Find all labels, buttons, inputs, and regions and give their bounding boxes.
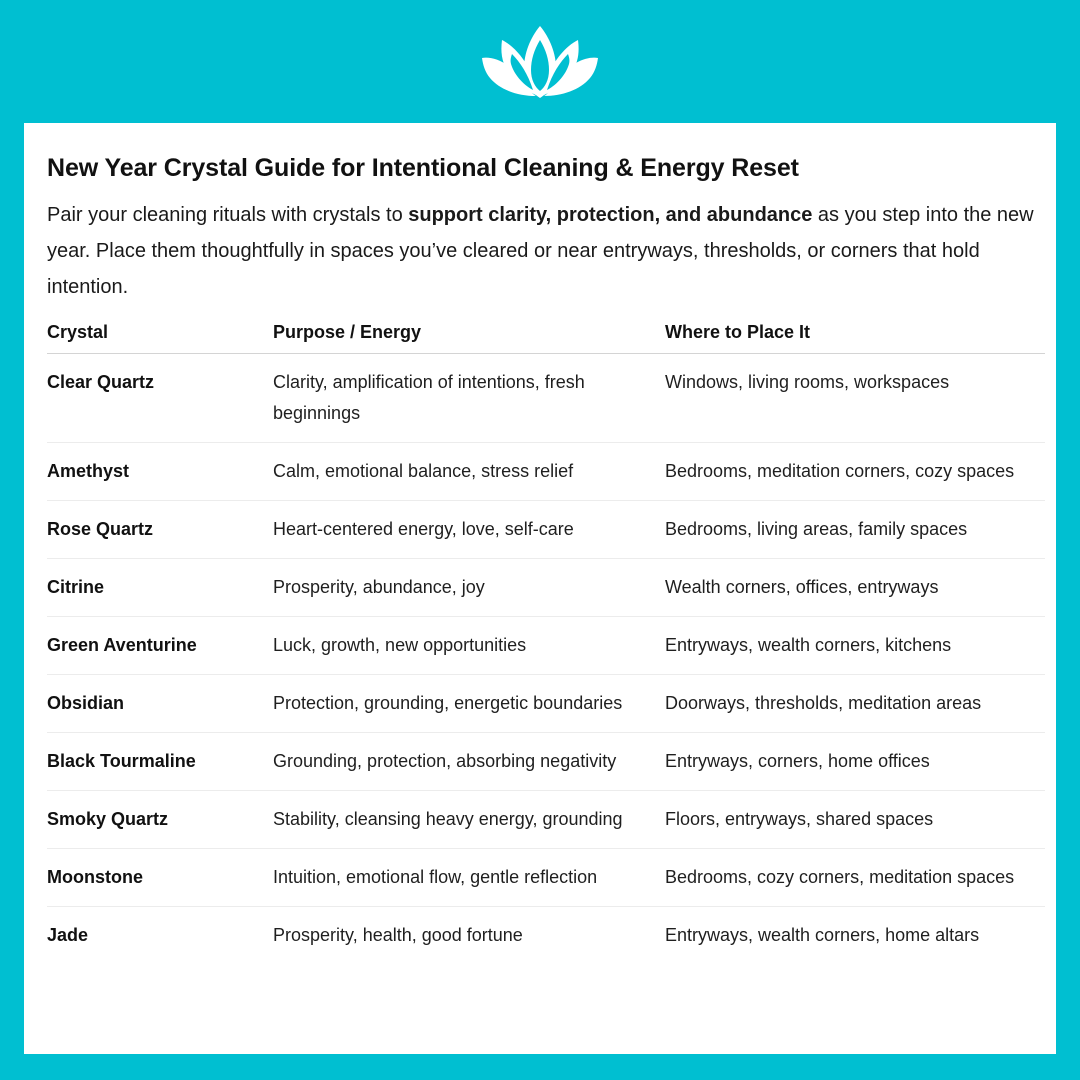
- crystal-name: Green Aventurine: [47, 617, 273, 675]
- header-placement: Where to Place It: [665, 320, 1045, 354]
- crystal-purpose: Heart-centered energy, love, self-care: [273, 501, 665, 559]
- table-row: [47, 791, 1045, 849]
- crystal-placement: Windows, living rooms, workspaces: [665, 354, 1045, 443]
- crystal-placement: Wealth corners, offices, entryways: [665, 559, 1045, 617]
- table-row: [47, 675, 1045, 733]
- header-purpose: Purpose / Energy: [273, 320, 665, 354]
- table-row: [47, 733, 1045, 791]
- guide-card: [24, 123, 1056, 1054]
- crystal-purpose: Luck, growth, new opportunities: [273, 617, 665, 675]
- crystal-purpose: Protection, grounding, energetic boundaries: [273, 675, 665, 733]
- crystal-name: Jade: [47, 925, 89, 945]
- lotus-icon: [478, 24, 602, 100]
- table-row: [47, 907, 1045, 965]
- crystal-placement: Bedrooms, cozy corners, meditation spaces: [665, 849, 1045, 907]
- crystal-placement: Bedrooms, meditation corners, cozy spaces: [665, 443, 1045, 501]
- table-row: [47, 501, 1045, 559]
- crystal-purpose: Calm, emotional balance, stress relief: [273, 443, 665, 501]
- crystal-purpose: Prosperity, abundance, joy: [273, 559, 665, 617]
- crystal-name: Amethyst: [47, 443, 273, 501]
- header-crystal: Crystal: [47, 320, 273, 354]
- page-title: New Year Crystal Guide for Intentional Cleaning & Energy Reset: [47, 154, 799, 182]
- table-header-row: [47, 320, 1045, 354]
- crystal-name: Moonstone: [47, 849, 273, 907]
- table-row: [47, 559, 1045, 617]
- table-row: [47, 354, 1045, 443]
- intro-text-end: as you step into the new year. Place them thoughtfully in spaces you’ve cleared or near entryways, thresholds, or corners that hold intention.: [47, 204, 1034, 298]
- crystal-placement: Entryways, corners, home offices: [665, 733, 1045, 791]
- crystal-name: Rose Quartz: [47, 501, 273, 559]
- crystal-purpose: Stability, cleansing heavy energy, grounding: [273, 791, 665, 849]
- crystal-name: Black Tourmaline: [47, 733, 273, 791]
- crystal-name: Clear Quartz: [47, 354, 273, 443]
- intro-emphasis: support clarity, protection, and abundance: [408, 204, 813, 226]
- intro-text-start: Pair your cleaning rituals with crystals to: [47, 204, 409, 226]
- crystal-name: Obsidian: [47, 675, 273, 733]
- crystal-purpose: Clarity, amplification of intentions, fresh beginnings: [273, 354, 665, 443]
- intro-paragraph: [47, 197, 1042, 305]
- crystal-purpose: Prosperity, health, good fortune: [273, 925, 523, 945]
- crystal-purpose: Grounding, protection, absorbing negativity: [273, 733, 665, 791]
- crystal-placement: Bedrooms, living areas, family spaces: [665, 501, 1045, 559]
- table-row: [47, 849, 1045, 907]
- crystal-placement: Entryways, wealth corners, home altars: [665, 925, 980, 945]
- table-row: [47, 617, 1045, 675]
- crystal-purpose: Intuition, emotional flow, gentle reflection: [273, 849, 665, 907]
- crystal-placement: Floors, entryways, shared spaces: [665, 791, 1045, 849]
- crystal-name: Citrine: [47, 559, 273, 617]
- crystal-placement: Doorways, thresholds, meditation areas: [665, 675, 1045, 733]
- crystal-table: [47, 320, 1045, 964]
- table-row: [47, 443, 1045, 501]
- crystal-name: Smoky Quartz: [47, 791, 273, 849]
- crystal-placement: Entryways, wealth corners, kitchens: [665, 617, 1045, 675]
